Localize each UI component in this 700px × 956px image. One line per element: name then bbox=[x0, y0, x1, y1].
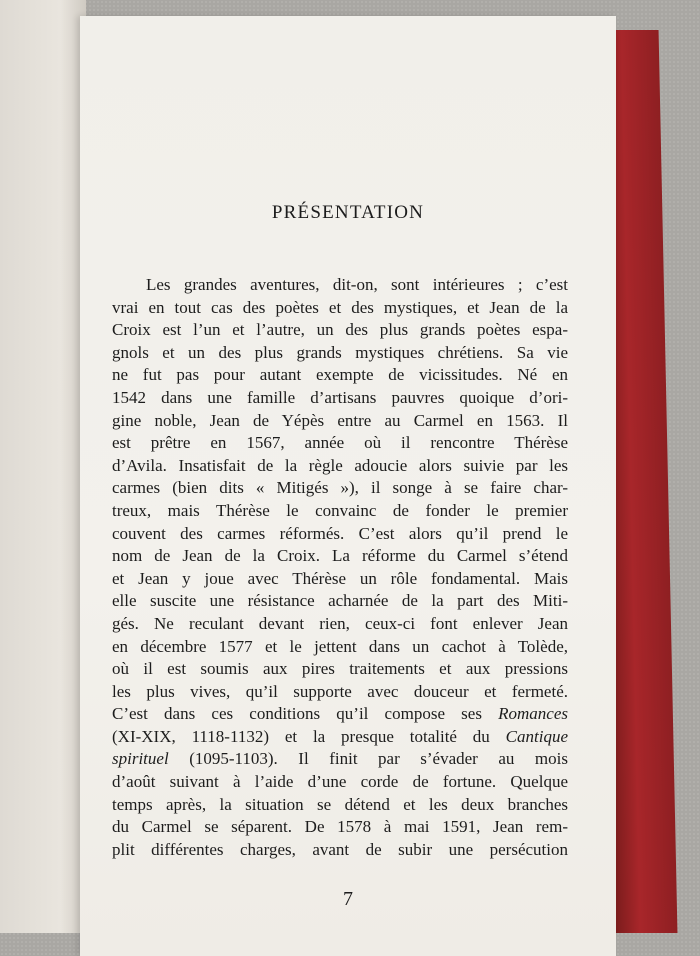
text-line: elle suscite une résistance acharnée de la part des Miti- bbox=[112, 591, 568, 611]
left-page-edge bbox=[0, 0, 86, 933]
text-line: gés. Ne reculant devant rien, ceux-ci font enlever Jean bbox=[112, 613, 568, 633]
text-line: est prêtre en 1567, année où il rencontre Thérèse bbox=[112, 433, 568, 453]
text-line: en décembre 1577 et le jettent dans un cachot à Tolède, bbox=[112, 636, 568, 656]
text-line: 1542 dans une famille d’artisans pauvres quoique d’ori- bbox=[112, 387, 568, 407]
text-line: C’est dans ces conditions qu’il compose ses Romances bbox=[112, 704, 568, 724]
text-line: et Jean y joue avec Thérèse un rôle fondamental. Mais bbox=[112, 568, 568, 588]
page-number: 7 bbox=[343, 888, 353, 910]
text-line: ne fut pas pour autant exempte de vicissitudes. Né en bbox=[112, 365, 568, 385]
text-line: Croix est l’un et l’autre, un des plus grands poètes espa- bbox=[112, 320, 568, 340]
text-line: d’août suivant à l’aide d’une corde de fortune. Quelque bbox=[112, 772, 568, 792]
text-line: couvent des carmes réformés. C’est alors qu’il prend le bbox=[112, 523, 568, 543]
text-line: temps après, la situation se détend et les deux branches bbox=[112, 794, 568, 814]
text-line: carmes (bien dits « Mitigés »), il songe à se faire char- bbox=[112, 478, 568, 498]
text-line: nom de Jean de la Croix. La réforme du Carmel s’étend bbox=[112, 546, 568, 566]
text-line: gine noble, Jean de Yépès entre au Carmel en 1563. Il bbox=[112, 410, 568, 430]
text-line: les plus vives, qu’il supporte avec douceur et fermeté. bbox=[112, 681, 568, 701]
text-line: d’Avila. Insatisfait de la règle adoucie alors suivie par les bbox=[112, 455, 568, 475]
chapter-title: PRÉSENTATION bbox=[271, 202, 425, 223]
body-text bbox=[112, 274, 568, 861]
text-line: treux, mais Thérèse le convainc de fonder le premier bbox=[112, 500, 568, 520]
text-line: Les grandes aventures, dit-on, sont intérieures ; c’est bbox=[146, 275, 568, 294]
book-page bbox=[80, 16, 616, 956]
text-line: vrai en tout cas des poètes et des mystiques, et Jean de la bbox=[112, 297, 568, 317]
text-line: du Carmel se séparent. De 1578 à mai 1591, Jean rem- bbox=[112, 817, 568, 837]
text-line: spirituel (1095-1103). Il finit par s’évader au mois bbox=[112, 749, 568, 769]
text-line: gnols et un des plus grands mystiques chrétiens. Sa vie bbox=[112, 342, 568, 362]
text-line: (XI-XIX, 1118-1132) et la presque totalité du Cantique bbox=[112, 726, 568, 746]
text-line: plit différentes charges, avant de subir une persécution bbox=[112, 839, 568, 859]
text-line: où il est soumis aux pires traitements et aux pressions bbox=[112, 659, 568, 679]
